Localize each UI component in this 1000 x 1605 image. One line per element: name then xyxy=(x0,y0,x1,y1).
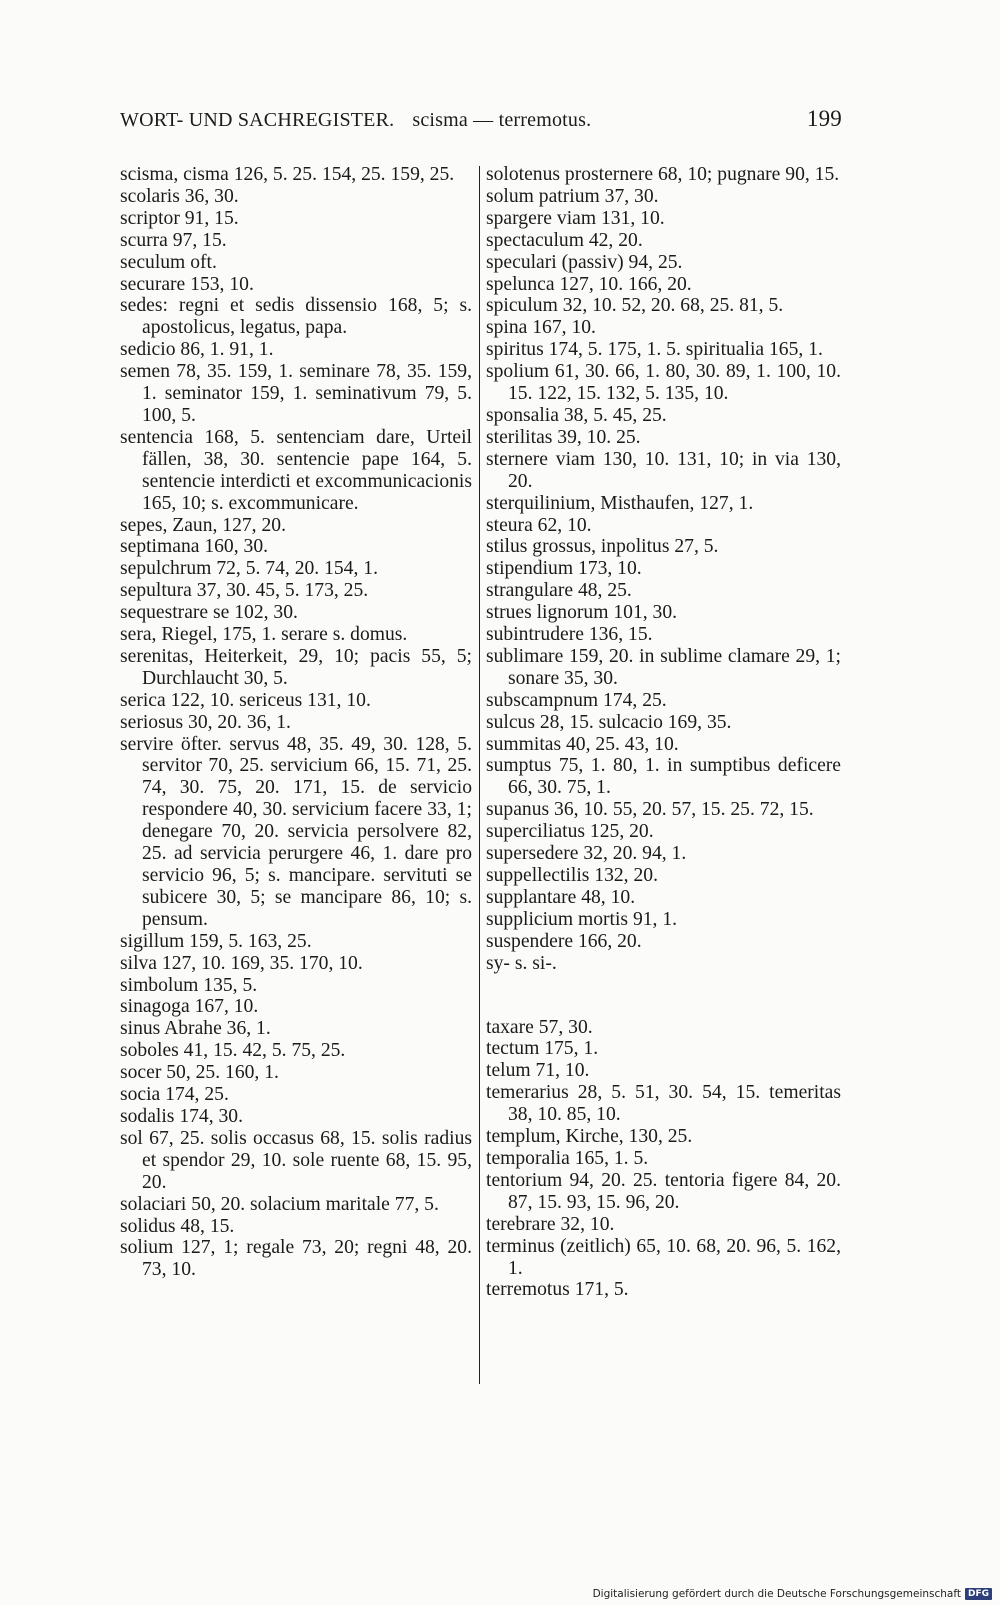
header-title: WORT- UND SACHREGISTER. xyxy=(120,109,395,131)
index-entry: summitas 40, 25. 43, 10. xyxy=(486,733,679,755)
index-entry: sera, Riegel, 175, 1. serare s. domus. xyxy=(120,624,408,646)
index-entry: sedes: regni et sedis dissensio 168, 5; s. apostolicus, legatus, papa. xyxy=(120,295,472,339)
index-entry: sumptus 75, 1. 80, 1. in sumptibus deficere 66, 30. 75, 1. xyxy=(486,755,841,799)
index-entry: sol 67, 25. solis occasus 68, 15. solis radius et spendor 29, 10. sole ruente 68, 15. 95, 20. xyxy=(120,1127,472,1193)
index-entry: suspendere 166, 20. xyxy=(486,930,642,952)
footer-text: Digitalisierung gefördert durch die Deutsche Forschungsgemeinschaft xyxy=(592,1588,961,1600)
index-entry: supplicium mortis 91, 1. xyxy=(486,908,678,930)
section-gap xyxy=(486,975,841,1017)
index-entry: spiculum 32, 10. 52, 20. 68, 25. 81, 5. xyxy=(486,295,784,317)
index-entry: stilus grossus, inpolitus 27, 5. xyxy=(486,536,719,558)
index-entry: sublimare 159, 20. in sublime clamare 29, 1; sonare 35, 30. xyxy=(486,645,841,689)
index-entry: serenitas, Heiterkeit, 29, 10; pacis 55, 5; Durchlaucht 30, 5. xyxy=(120,645,472,689)
index-entry: spolium 61, 30. 66, 1. 80, 30. 89, 1. 100, 10. 15. 122, 15. 132, 5. 135, 10. xyxy=(486,361,841,405)
index-entry: speculari (passiv) 94, 25. xyxy=(486,251,683,273)
index-entry: sy- s. si-. xyxy=(486,952,557,974)
index-entry: septimana 160, 30. xyxy=(120,536,269,558)
index-entry: solium 127, 1; regale 73, 20; regni 48, 20. 73, 10. xyxy=(120,1237,472,1281)
index-entry: soboles 41, 15. 42, 5. 75, 25. xyxy=(120,1040,346,1062)
index-entry: strangulare 48, 25. xyxy=(486,580,632,602)
index-entry: taxare 57, 30. xyxy=(486,1016,593,1038)
index-entry: subintrudere 136, 15. xyxy=(486,624,653,646)
index-entry: socer 50, 25. 160, 1. xyxy=(120,1062,279,1084)
index-entry: sedicio 86, 1. 91, 1. xyxy=(120,339,274,361)
index-entry: terminus (zeitlich) 65, 10. 68, 20. 96, 5. 162, 1. xyxy=(486,1235,841,1279)
index-entry: spina 167, 10. xyxy=(486,317,596,339)
index-entry: sternere viam 130, 10. 131, 10; in via 130, 20. xyxy=(486,448,841,492)
index-entry: sepultura 37, 30. 45, 5. 173, 25. xyxy=(120,580,369,602)
index-entry: servire öfter. servus 48, 35. 49, 30. 128, 5. servitor 70, 25. servicium 66, 15. 71, 25. 74, 30. 75, 20. 171, 15. de servicio respondere 40, 30. servicium facere 33, 1; denegare 70, 20. servicia persolvere 82, 25. ad servicia perurgere 46, 1. dare pro servicio 96, 5; s. mancipare. servituti se subicere 30, 5; se mancipare 86, 10; s. pensum. xyxy=(120,733,472,930)
left-column xyxy=(120,164,472,1281)
index-entry: temporalia 165, 1. 5. xyxy=(486,1147,649,1169)
index-entry: silva 127, 10. 169, 35. 170, 10. xyxy=(120,952,363,974)
index-entry: spargere viam 131, 10. xyxy=(486,207,665,229)
index-entry: securare 153, 10. xyxy=(120,273,254,295)
index-entry: sigillum 159, 5. 163, 25. xyxy=(120,930,312,952)
index-entry: superciliatus 125, 20. xyxy=(486,821,654,843)
index-entry: sodalis 174, 30. xyxy=(120,1105,244,1127)
index-entry: seculum oft. xyxy=(120,251,217,273)
digitization-footer xyxy=(593,1588,992,1600)
index-entry: tectum 175, 1. xyxy=(486,1038,599,1060)
index-entry: scolaris 36, 30. xyxy=(120,185,239,207)
index-entry: suppellectilis 132, 20. xyxy=(486,865,658,886)
index-entry: simbolum 135, 5. xyxy=(120,974,258,996)
index-entry: spectaculum 42, 20. xyxy=(486,229,643,251)
index-entry: supersedere 32, 20. 94, 1. xyxy=(486,843,687,865)
index-entry: solaciari 50, 20. solacium maritale 77, 5. xyxy=(120,1193,439,1215)
index-entry: sterilitas 39, 10. 25. xyxy=(486,426,641,448)
index-entry: sponsalia 38, 5. 45, 25. xyxy=(486,404,667,426)
index-entry: stipendium 173, 10. xyxy=(486,558,642,580)
index-entry: sentencia 168, 5. sentenciam dare, Urteil fällen, 38, 30. sentencie pape 164, 5. sentencie interdicti et excommunicacionis 165, 10; s. excommunicare. xyxy=(120,426,472,514)
index-entry: temerarius 28, 5. 51, 30. 54, 15. temeritas 38, 10. 85, 10. xyxy=(486,1082,841,1126)
index-entry: strues lignorum 101, 30. xyxy=(486,602,678,624)
index-entry: sepulchrum 72, 5. 74, 20. 154, 1. xyxy=(120,558,378,580)
index-entry: scurra 97, 15. xyxy=(120,229,227,251)
index-entry: scisma, cisma 126, 5. 25. 154, 25. 159, 25. xyxy=(120,164,455,185)
index-entry: telum 71, 10. xyxy=(486,1060,590,1082)
right-column xyxy=(486,164,841,1301)
index-entry: scriptor 91, 15. xyxy=(120,207,239,229)
running-header xyxy=(120,106,842,132)
index-entry: solum patrium 37, 30. xyxy=(486,185,659,207)
index-entry: steura 62, 10. xyxy=(486,514,592,536)
index-entry: sequestrare se 102, 30. xyxy=(120,602,298,624)
index-entry: supplantare 48, 10. xyxy=(486,886,636,908)
index-entry: subscampnum 174, 25. xyxy=(486,689,667,711)
column-divider xyxy=(479,166,480,1384)
index-entry: sinus Abrahe 36, 1. xyxy=(120,1018,271,1040)
index-entry: sinagoga 167, 10. xyxy=(120,996,259,1018)
index-entry: spelunca 127, 10. 166, 20. xyxy=(486,273,692,295)
index-entry: sulcus 28, 15. sulcacio 169, 35. xyxy=(486,711,732,733)
index-entry: socia 174, 25. xyxy=(120,1084,229,1106)
index-entry: spiritus 174, 5. 175, 1. 5. spiritualia 165, 1. xyxy=(486,339,823,361)
index-entry: terremotus 171, 5. xyxy=(486,1279,629,1301)
index-entry: templum, Kirche, 130, 25. xyxy=(486,1126,693,1148)
index-entry: solidus 48, 15. xyxy=(120,1215,235,1237)
index-entry: seriosus 30, 20. 36, 1. xyxy=(120,711,291,733)
index-entry: sepes, Zaun, 127, 20. xyxy=(120,514,286,536)
header-range: scisma — terremotus. xyxy=(412,109,592,131)
index-entry: terebrare 32, 10. xyxy=(486,1213,615,1235)
index-entry: supanus 36, 10. 55, 20. 57, 15. 25. 72, 15. xyxy=(486,799,814,821)
page-number: 199 xyxy=(806,106,842,131)
index-entry: serica 122, 10. sericeus 131, 10. xyxy=(120,689,371,711)
index-entry: semen 78, 35. 159, 1. seminare 78, 35. 159, 1. seminator 159, 1. seminativum 79, 5. 100, 5. xyxy=(120,361,472,426)
index-entry: tentorium 94, 20. 25. tentoria figere 84, 20. 87, 15. 93, 15. 96, 20. xyxy=(486,1169,841,1213)
index-entry: sterquilinium, Misthaufen, 127, 1. xyxy=(486,492,754,514)
dfg-logo: DFG xyxy=(965,1588,992,1600)
index-entry: solotenus prosternere 68, 10; pugnare 90, 15. xyxy=(486,164,840,185)
